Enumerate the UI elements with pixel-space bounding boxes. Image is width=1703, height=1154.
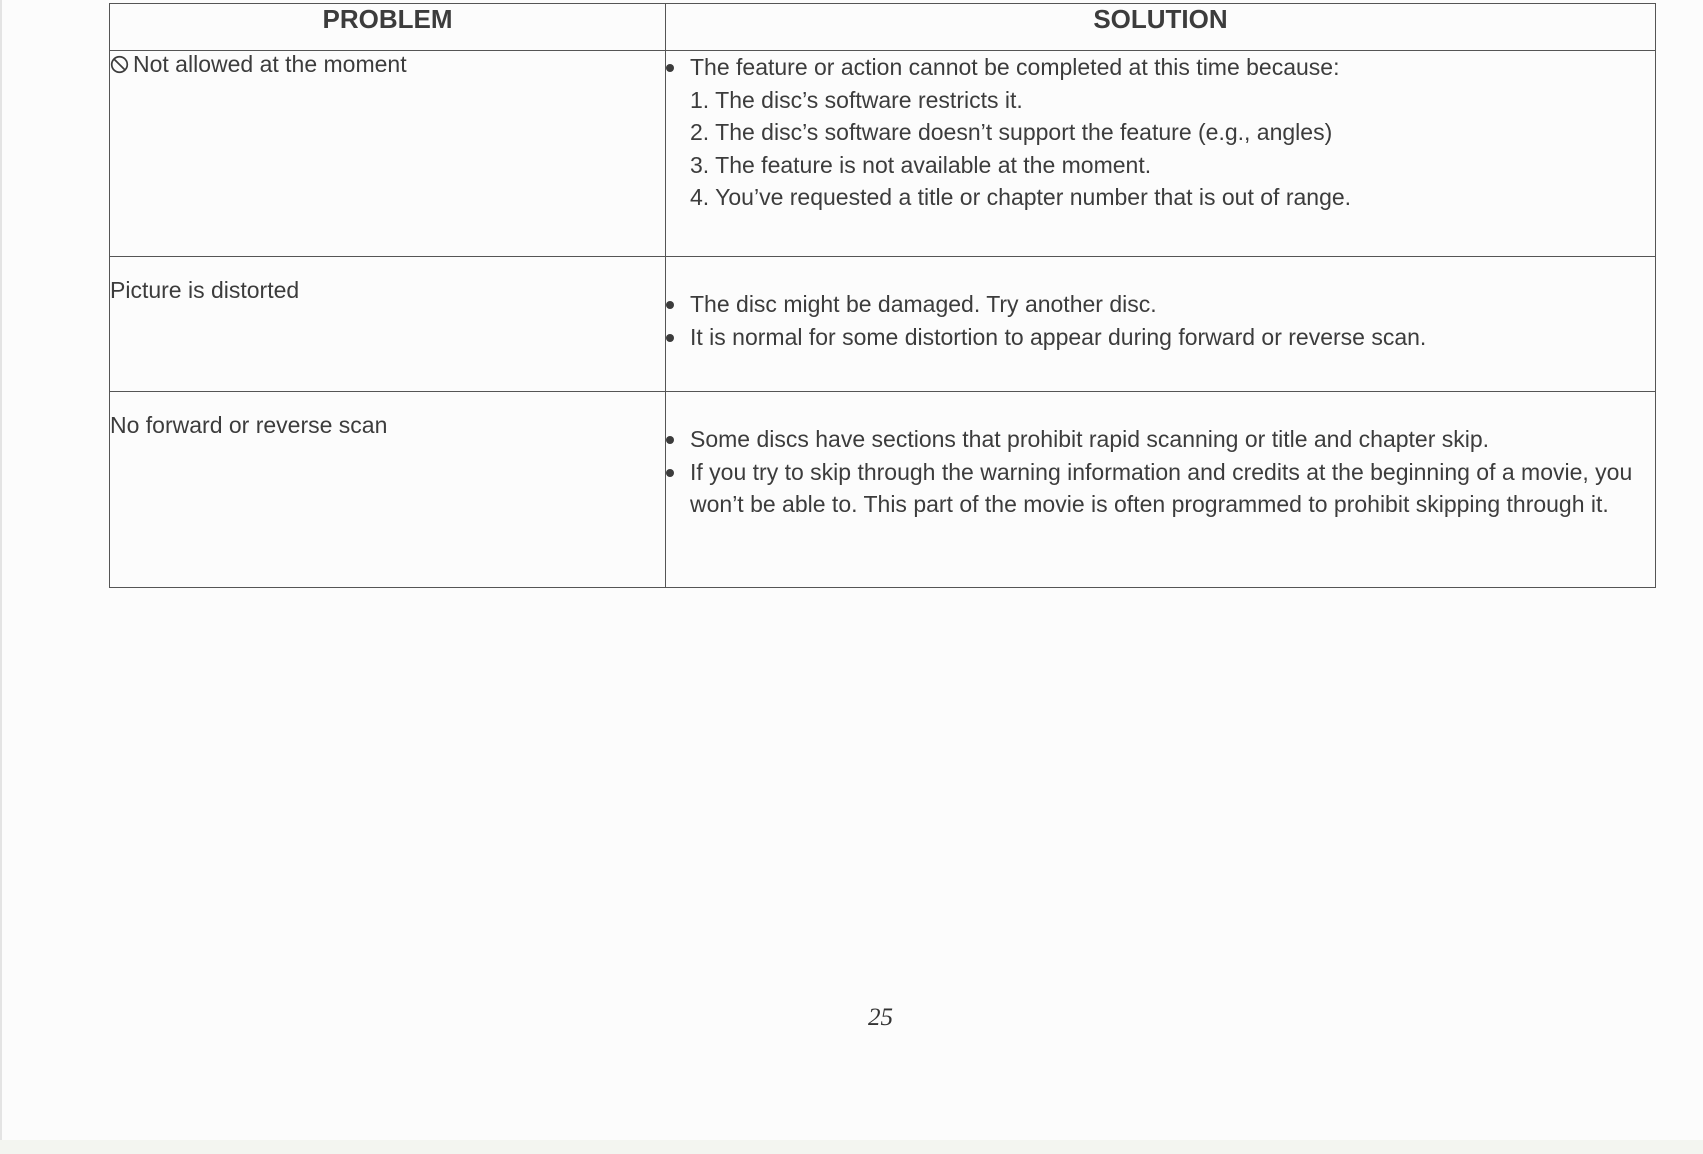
problem-cell — [110, 392, 666, 588]
numbered-item: 4. You’ve requested a title or chapter number that is out of range. — [690, 184, 1352, 210]
solution-bullet — [666, 321, 1655, 354]
solution-cell — [666, 51, 1656, 257]
solution-bullet — [666, 423, 1655, 456]
solution-cell — [666, 392, 1656, 588]
bullet-dot — [666, 64, 674, 72]
troubleshooting-table — [109, 3, 1656, 588]
bullet-text: If you try to skip through the warning information and credits at the beginning of a movie, you won’t be able to. This part of the movie is often programmed to prohibit skipping through it. — [690, 458, 1633, 517]
solution-bullet — [666, 51, 1655, 84]
bullet-dot — [666, 301, 674, 309]
table-row — [110, 51, 1656, 257]
problem-cell — [110, 51, 666, 257]
problem-text: Not allowed at the moment — [133, 51, 407, 77]
solution-bullet — [666, 456, 1655, 521]
prohibited-icon — [110, 55, 129, 74]
bullet-dot — [666, 436, 674, 444]
bullet-dot — [666, 469, 674, 477]
scan-bottom-strip — [0, 1140, 1703, 1154]
table-header-row — [110, 4, 1656, 51]
bullet-text: The disc might be damaged. Try another disc. — [690, 291, 1157, 317]
solution-cell — [666, 257, 1656, 392]
numbered-item: 3. The feature is not available at the moment. — [690, 151, 1152, 178]
header-solution: SOLUTION — [666, 4, 1656, 51]
bullet-dot — [666, 334, 674, 342]
header-problem: PROBLEM — [110, 4, 666, 51]
numbered-item: 2. The disc’s software doesn’t support the feature (e.g., angles) — [690, 119, 1333, 145]
bullet-text: It is normal for some distortion to appear during forward or reverse scan. — [690, 323, 1427, 350]
problem-text: Picture is distorted — [110, 277, 300, 303]
page-number: 25 — [868, 1004, 893, 1031]
table-row — [110, 257, 1656, 392]
scan-edge — [0, 0, 2, 1154]
solution-bullet — [666, 288, 1655, 321]
numbered-item: 1. The disc’s software restricts it. — [690, 86, 1023, 113]
bullet-text: Some discs have sections that prohibit rapid scanning or title and chapter skip. — [690, 426, 1490, 452]
problem-text: No forward or reverse scan — [110, 412, 388, 438]
problem-cell — [110, 257, 666, 392]
bullet-text: The feature or action cannot be completed at this time because: — [690, 54, 1340, 80]
table-row — [110, 392, 1656, 588]
